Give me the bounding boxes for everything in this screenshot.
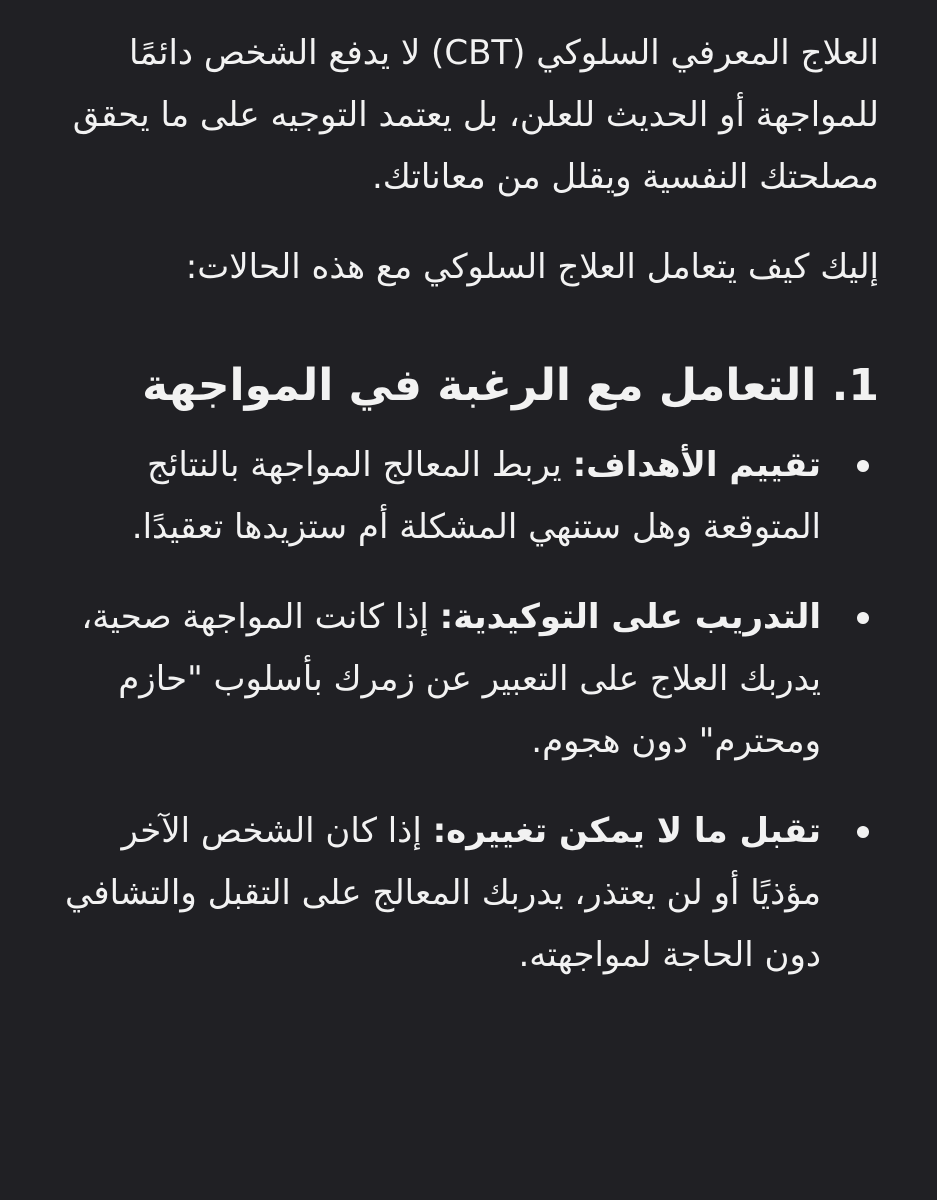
list-item	[40, 800, 821, 986]
item-text: إذا كانت المواجهة صحية، يدربك العلاج على التعبير عن زمرك بأسلوب "حازم ومحترم" دون هجوم.	[81, 597, 821, 761]
bullet-list	[40, 434, 821, 986]
list-item	[40, 434, 821, 558]
item-term: تقبل ما لا يمكن تغييره:	[432, 811, 821, 851]
item-term: تقييم الأهداف:	[572, 445, 821, 485]
item-text: إذا كان الشخص الآخر مؤذيًا أو لن يعتذر، يدربك المعالج على التقبل والتشافي دون الحاجة لمواجهته.	[65, 811, 821, 975]
bullet-icon	[857, 460, 869, 472]
bullet-icon	[857, 612, 869, 624]
item-text: يربط المعالج المواجهة بالنتائج المتوقعة وهل ستنهي المشكلة أم ستزيدها تعقيدًا.	[131, 445, 821, 547]
bullet-icon	[857, 826, 869, 838]
item-term: التدريب على التوكيدية:	[439, 597, 821, 637]
intro-paragraph: إليك كيف يتعامل العلاج السلوكي مع هذه الحالات:	[185, 247, 879, 287]
intro-paragraph: العلاج المعرفي السلوكي (CBT) لا يدفع الشخص دائمًا للمواجهة أو الحديث للعلن، بل يعتمد التوجيه على ما يحقق مصلحتك النفسية ويقلل من معاناتك.	[72, 33, 879, 197]
section-heading: 1. التعامل مع الرغبة في المواجهة	[142, 360, 879, 411]
list-item	[40, 586, 821, 772]
bullet-list-container	[40, 434, 879, 986]
